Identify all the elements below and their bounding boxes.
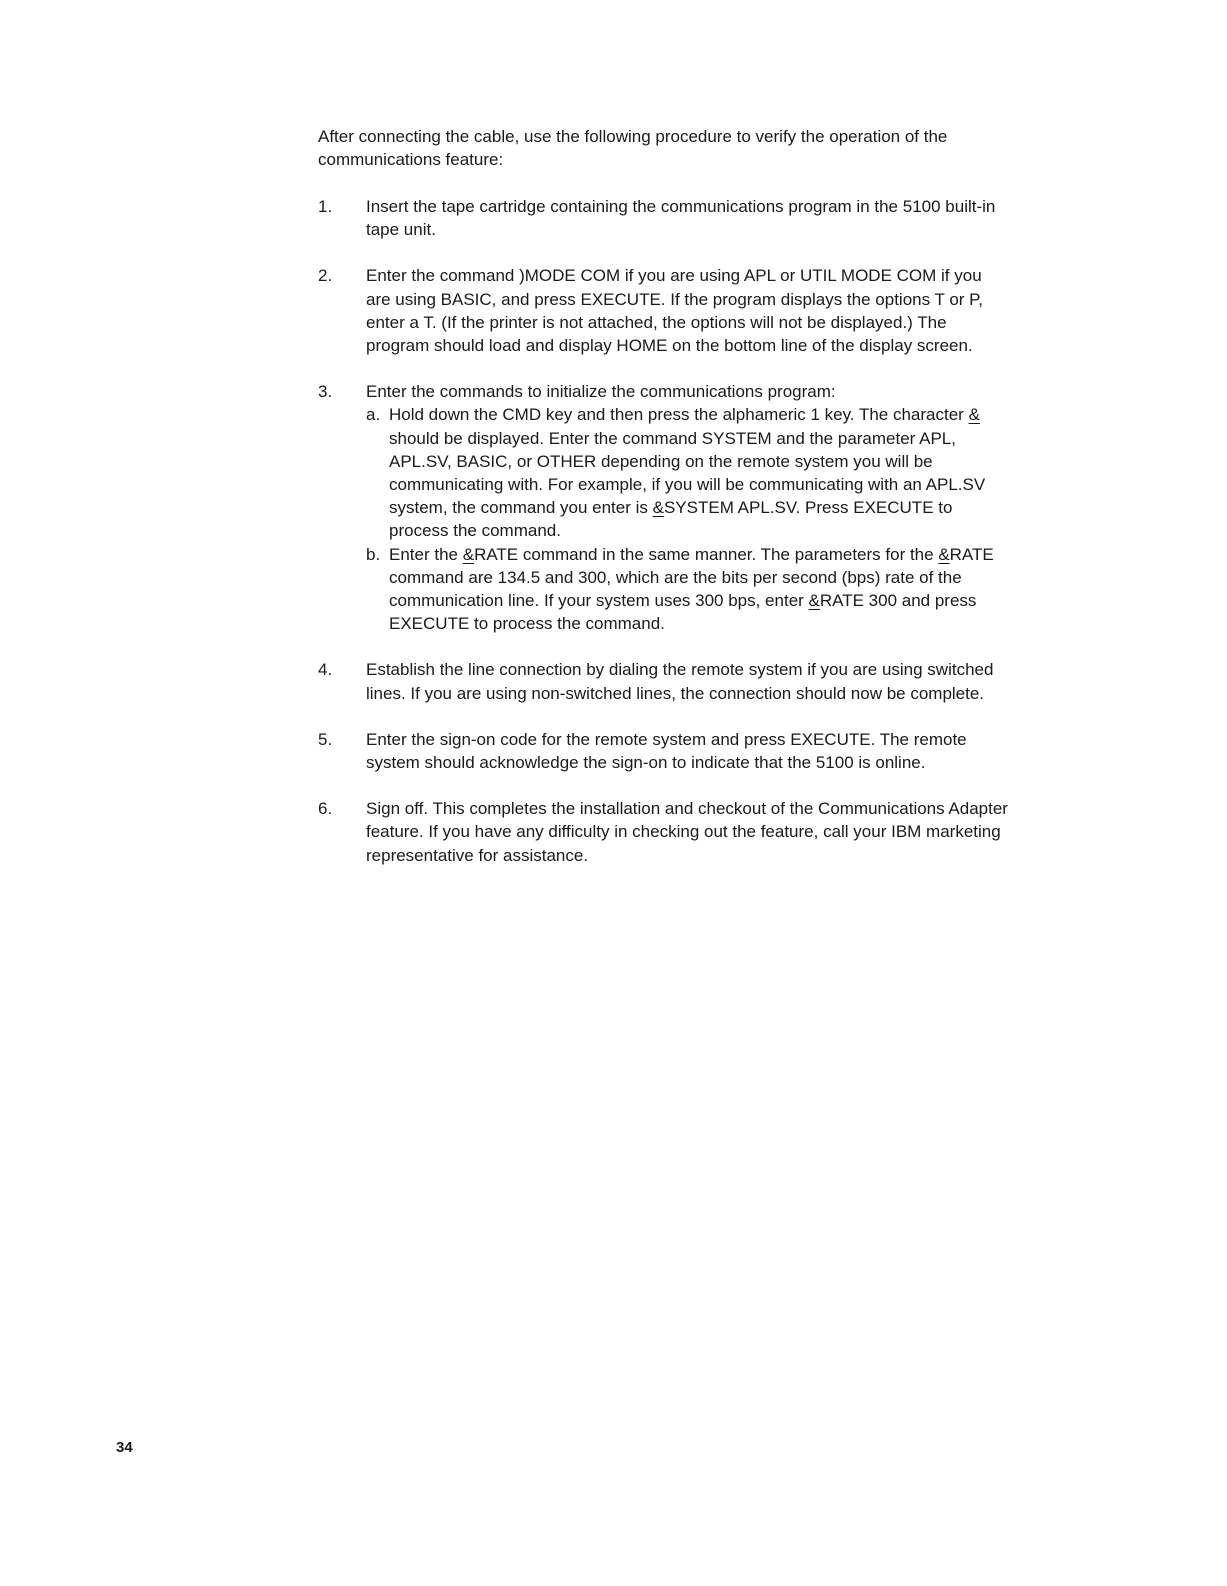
step-number: 1. [318, 197, 333, 216]
step-number: 3. [318, 382, 333, 402]
ampersand-symbol: & [652, 498, 664, 518]
step-body [366, 380, 1008, 635]
ampersand-symbol: & [938, 544, 950, 564]
step-6 [318, 797, 1008, 867]
step-2 [318, 264, 1008, 357]
step-4 [318, 658, 1008, 704]
substep-text-part: SYSTEM APL.SV. Press EXECUTE to process the command. [389, 498, 953, 541]
page-number: 34 [116, 1439, 133, 1456]
procedure-steps [318, 195, 1008, 890]
step-3 [318, 380, 1008, 635]
substep-text-part: should be displayed. Enter the command SYSTEM and the parameter APL, APL.SV, BASIC, or OTHER depending on the remote system you will be communicating with. For example, if you will be communicating with an APL.SV system, the command you enter is [389, 428, 986, 518]
substep-text [389, 403, 1008, 542]
substep-list [366, 403, 1008, 635]
step-number: 4. [318, 660, 333, 680]
ampersand-symbol: & [968, 405, 980, 425]
substep-text-part: Hold down the CMD key and then press the alphameric 1 key. The character [389, 405, 969, 425]
step-text: Enter the command )MODE COM if you are using APL or UTIL MODE COM if you are using BASIC, and press EXECUTE. If the program displays the options T or P, enter a T. (If the printer is not attached, the options will not be displayed.) The program should load and display HOME on the bottom line of the display screen. [366, 266, 984, 356]
substep-text-part: Enter the [389, 544, 463, 564]
substep-letter: b. [366, 544, 381, 564]
step-number: 5. [318, 729, 333, 749]
step-number: 2. [318, 266, 333, 286]
step-1 [318, 195, 1008, 241]
step-text: Sign off. This completes the installation and checkout of the Communications Adapter feature. If you have any difficulty in checking out the feature, call your IBM marketing representative for assistance. [366, 799, 1008, 865]
step-number: 6. [318, 799, 333, 819]
substep-text-part: RATE command in the same manner. The parameters for the [474, 544, 939, 564]
ampersand-symbol: & [462, 544, 475, 564]
substep-text-part: RATE command are 134.5 and 300, which are the bits per second (bps) rate of the communication line. If your system uses 300 bps, enter [389, 544, 994, 611]
step-text: Insert the tape cartridge containing the communications program in the 5100 built-in tape unit. [366, 197, 996, 240]
substep-letter: a. [366, 405, 381, 425]
step-text: Establish the line connection by dialing the remote system if you are using switched lines. If you are using non-switched lines, the connection should now be complete. [366, 660, 994, 703]
step-text: Enter the sign-on code for the remote system and press EXECUTE. The remote system should acknowledge the sign-on to indicate that the 5100 is online. [366, 729, 967, 773]
step-text: Enter the commands to initialize the communications program: [366, 382, 836, 402]
step-5 [318, 728, 1008, 774]
ampersand-symbol: & [808, 591, 820, 611]
substep-text [389, 543, 1008, 636]
substep-text-part: RATE 300 and press EXECUTE to process the command. [389, 591, 977, 634]
substep-a [366, 403, 1008, 542]
substep-b [366, 543, 1008, 636]
intro-paragraph: After connecting the cable, use the following procedure to verify the operation of the communications feature: [318, 127, 948, 170]
